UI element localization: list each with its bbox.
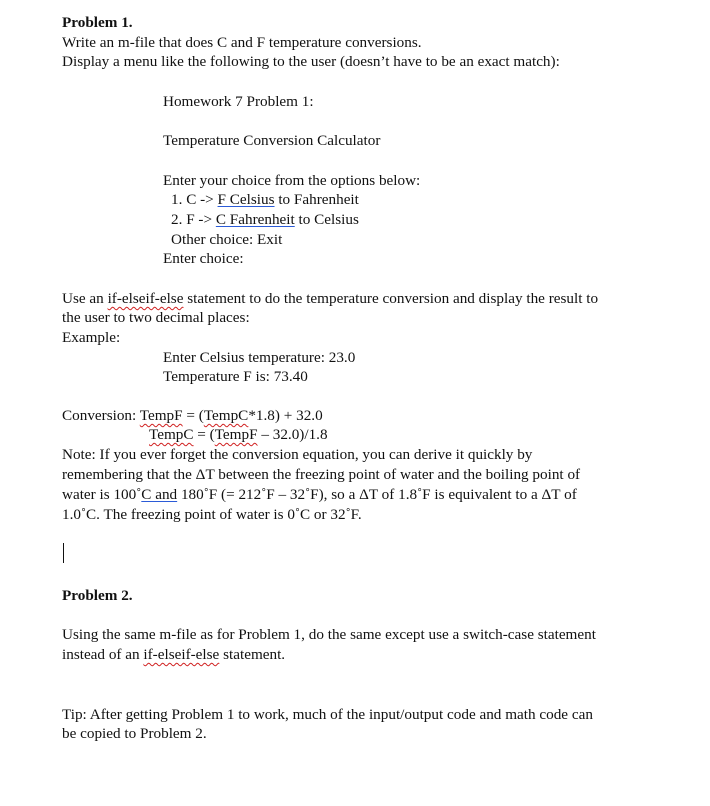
example-output: Temperature F is: 73.40 [163,368,308,385]
menu-title: Homework 7 Problem 1: [163,93,314,110]
menu-prompt: Enter your choice from the options below: [163,172,421,189]
menu-enter-choice: Enter choice: [163,250,244,267]
conv1-tempf: TempF [139,407,183,424]
example-label: Example: [62,329,121,346]
tip-line-2: be copied to Problem 2. [62,725,207,742]
tip-line-1: Tip: After getting Problem 1 to work, much of the input/output code and math code can [62,706,593,723]
conv1-eq: = ( [182,407,204,424]
conv2-eq: = ( [193,426,215,443]
instruction-text-b: statement to do the temperature conversion and display the result to [183,290,599,307]
note-line-3 [62,485,577,505]
menu-option-2 [171,210,359,230]
option-1-link[interactable]: F Celsius [217,191,275,208]
menu-option-3: Other choice: Exit [171,231,283,248]
problem2-heading: Problem 2. [62,587,133,604]
menu-option-1 [171,190,359,210]
conversion-label: Conversion: [62,407,140,424]
note-line-3-b: 180˚F (= 212˚F – 32˚F), so a ΔT of 1.8˚F is equivalent to a ΔT of [177,486,577,503]
option-2-suffix: to Celsius [294,211,359,228]
problem2-keyword: if-elseif-else [143,646,220,663]
note-line-2: remembering that the ΔT between the freezing point of water and the boiling point of [62,466,581,483]
problem2-line-1: Using the same m-file as for Problem 1, do the same except use a switch-case statement [62,626,596,643]
conv2-rest: – 32.0)/1.8 [257,426,328,443]
intro-line-1: Write an m-file that does C and F temperature conversions. [62,34,422,51]
option-2-link[interactable]: C Fahrenheit [215,211,295,228]
note-line-3-link[interactable]: C and [141,486,178,503]
option-2-prefix: 2. F -> [171,211,216,228]
intro-line-2: Display a menu like the following to the user (doesn’t have to be an exact match): [62,53,560,70]
option-1-suffix: to Fahrenheit [274,191,359,208]
conv2-tempf: TempF [214,426,258,443]
menu-calc-title: Temperature Conversion Calculator [163,132,381,149]
problem2-line-2 [62,645,285,665]
example-input: Enter Celsius temperature: 23.0 [163,349,356,366]
text-cursor [63,543,64,563]
problem2-line-2-a: instead of an [62,646,144,663]
instruction-keyword: if-elseif-else [107,290,184,307]
conversion-line-2 [149,425,328,445]
instruction-text-a: Use an [62,290,108,307]
option-1-prefix: 1. C -> [171,191,218,208]
conv1-tempc: TempC [203,407,249,424]
note-line-1: Note: If you ever forget the conversion equation, you can derive it quickly by [62,446,533,463]
conv1-rest: *1.8) + 32.0 [248,407,323,424]
problem1-heading: Problem 1. [62,14,133,31]
conv2-tempc: TempC [149,426,194,443]
conversion-line-1 [62,406,323,426]
note-line-4: 1.0˚C. The freezing point of water is 0˚C or 32˚F. [62,506,362,523]
note-line-3-a: water is 100˚ [62,486,142,503]
instruction-line-1 [62,289,598,309]
instruction-line-2: the user to two decimal places: [62,309,250,326]
problem2-line-2-b: statement. [219,646,286,663]
